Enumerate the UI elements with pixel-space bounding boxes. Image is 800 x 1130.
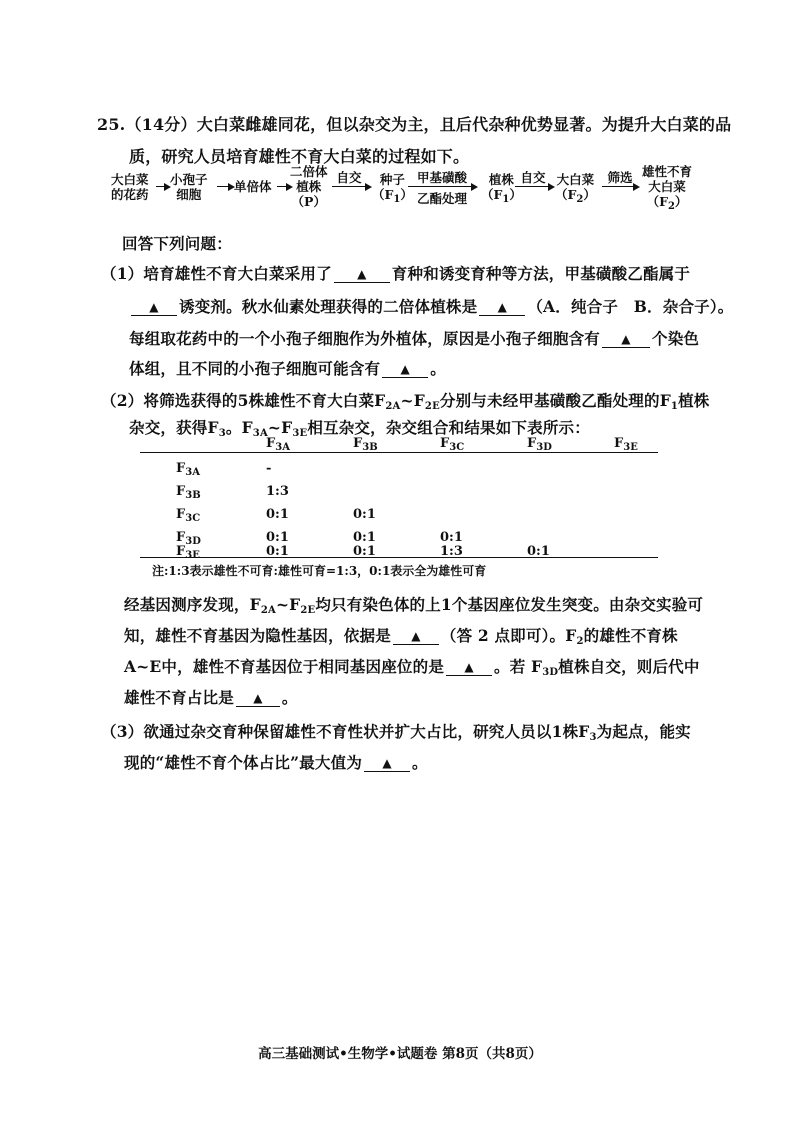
text-segment: 杂交，获得F — [129, 418, 219, 437]
flow-arrow-2 — [217, 186, 233, 187]
blank-triangle-mark: ▲ — [621, 332, 631, 346]
subscript: 2A — [385, 401, 401, 412]
text-segment: 体组，且不同的小孢子细胞可能含有 — [129, 359, 381, 378]
flow-node-sterile — [642, 164, 692, 214]
flow-node-diploid — [290, 164, 328, 209]
flow-node-sterile-line3 — [642, 194, 692, 214]
text-segment: （答 2 点即可）。F — [440, 626, 577, 645]
flow-node-cabbage-close: ） — [583, 187, 596, 202]
flow-node-anther-line1: 大白菜 — [111, 172, 149, 187]
subscript: 2 — [576, 636, 584, 647]
table-row-header: $F_{3D}$ — [176, 530, 201, 547]
blank-triangle-mark: ▲ — [464, 660, 474, 674]
subscript: 2A — [260, 605, 276, 616]
flow-node-microspore-line1: 小孢子 — [170, 172, 208, 187]
flow-node-seed-sub: 1 — [393, 194, 401, 205]
flow-node-cabbage-line2 — [555, 187, 596, 207]
text-segment: 育种和诱变育种等方法，甲基磺酸乙酯属于 — [391, 264, 691, 283]
text-segment: 。 — [430, 359, 446, 378]
text-segment: 诱变剂。秋水仙素处理获得的二倍体植株是 — [179, 297, 478, 316]
blank-triangle-mark: ▲ — [411, 629, 421, 643]
p3-line-1 — [101, 720, 691, 743]
flow-node-microspore — [170, 172, 208, 202]
flow-node-plant-close: ） — [509, 187, 522, 202]
flow-node-sterile-line1: 雄性不育 — [642, 164, 693, 179]
table-cell: 0:1 — [353, 507, 376, 522]
text-segment: A~E中，雄性不育基因位于相同基因座位的是 — [124, 657, 445, 676]
table-col-header: $F_{3A}$ — [266, 436, 290, 453]
flow-node-plant-sub: 1 — [502, 194, 510, 205]
flow-arrow-6 — [515, 186, 553, 187]
flow-node-plant-f: （F — [481, 187, 503, 202]
p1-line-1 — [101, 262, 690, 284]
p1-line-4 — [129, 357, 446, 379]
p1-line-2 — [129, 295, 734, 317]
table-cell: 1:3 — [440, 544, 463, 559]
flow-node-cabbage-sub: 2 — [576, 194, 584, 205]
text-segment: （3）欲通过杂交育种保留雄性不育性状并扩大占比，研究人员以1株F — [101, 722, 590, 741]
flow-node-plant-line1: 植株 — [488, 172, 514, 187]
blank-triangle-mark: ▲ — [253, 691, 263, 705]
question-points: （14分） — [125, 115, 197, 134]
answer-blank[interactable] — [334, 266, 390, 283]
p3-line-2 — [124, 751, 428, 773]
p2b-line-3 — [124, 655, 700, 678]
table-col-header: $F_{3D}$ — [527, 436, 552, 453]
flow-node-seed-line1: 种子 — [379, 172, 405, 187]
answer-blank[interactable] — [393, 628, 439, 645]
flow-node-sterile-close: ） — [674, 194, 688, 209]
table-row-header: $F_{3B}$ — [176, 484, 201, 501]
text-segment: ~F — [267, 418, 293, 437]
table-header-rule — [140, 452, 658, 453]
flow-node-plant-f1 — [481, 172, 522, 207]
subscript: 2E — [300, 605, 316, 616]
question-number: 25. — [97, 115, 126, 134]
table-cell: 0:1 — [266, 507, 289, 522]
label-subscript: 3A — [275, 442, 290, 453]
text-segment: ~F — [400, 391, 425, 410]
text-segment: 为起点，能实 — [596, 722, 691, 741]
flow-node-seed-close: ） — [400, 187, 413, 202]
blank-triangle-mark: ▲ — [382, 756, 392, 770]
page-footer: 高三基础测试•生物学•试题卷 第8页（共8页） — [258, 1046, 542, 1062]
question-intro-1: 大白菜雌雄同花，但以杂交为主，且后代杂种优势显著。为提升大白菜的品 — [196, 115, 732, 134]
text-segment: 。F — [225, 418, 253, 437]
flow-arrow-7 — [602, 186, 638, 187]
p2b-line-1 — [124, 593, 703, 616]
label-subscript: 3A — [185, 467, 200, 478]
table-row-header: $F_{3A}$ — [176, 461, 200, 478]
flow-arrow-3 — [277, 186, 291, 187]
flow-label-selfing-1: 自交 — [336, 170, 362, 185]
table-row-header: $F_{3C}$ — [176, 507, 201, 524]
subscript: 3 — [218, 428, 226, 439]
text-segment: 分别与未经甲基磺酸乙酯处理的F — [439, 391, 671, 410]
subscript: 1 — [670, 401, 679, 412]
table-cell: - — [266, 461, 272, 476]
table-cell: 1:3 — [266, 484, 289, 499]
flow-node-cabbage-f2 — [555, 172, 596, 207]
table-cell: 0:1 — [353, 530, 376, 545]
text-segment: 。 — [412, 753, 428, 772]
table-col-header: $F_{3B}$ — [353, 436, 378, 453]
flow-node-microspore-line2: 细胞 — [176, 187, 202, 202]
p2b-line-4 — [124, 686, 298, 708]
text-segment: 相互杂交，杂交组合和结果如下表所示： — [307, 418, 590, 437]
flow-node-sterile-f: （F — [646, 194, 668, 209]
table-cell: 0:1 — [266, 544, 289, 559]
flow-node-seed-f: （F — [372, 187, 394, 202]
flow-node-diploid-line1: 二倍体 — [290, 164, 328, 179]
breeding-flow-diagram — [0, 0, 800, 250]
subscript: 2E — [424, 401, 440, 412]
blank-triangle-mark: ▲ — [149, 300, 159, 314]
flow-arrow-4 — [332, 186, 370, 187]
text-segment: ~F — [275, 595, 301, 614]
p2b-line-2 — [124, 624, 678, 647]
p1-line-3 — [129, 327, 699, 349]
answer-blank[interactable] — [602, 331, 650, 348]
label-subscript: 3E — [185, 550, 200, 561]
text-segment: 个染色 — [652, 329, 700, 348]
flow-node-cabbage-line1: 大白菜 — [556, 172, 595, 187]
flow-node-anther-line2: 的花药 — [111, 187, 149, 202]
text-segment: 经基因测序发现，F — [124, 595, 261, 614]
text-segment: （A．纯合子 B．杂合子）。 — [527, 297, 734, 316]
blank-triangle-mark: ▲ — [357, 267, 367, 281]
text-segment: （1）培育雄性不育大白菜采用了 — [101, 264, 332, 283]
label-subscript: 3C — [185, 513, 201, 524]
text-segment: 。若 F — [494, 657, 543, 676]
answer-blank[interactable] — [364, 755, 410, 772]
answer-blank[interactable] — [131, 299, 177, 316]
text-segment: 的雄性不育株 — [583, 626, 678, 645]
text-segment: 植株自交，则后代中 — [558, 657, 700, 676]
flow-label-ems-1: 甲基磺酸 — [416, 170, 467, 185]
flow-node-seed-line2 — [372, 187, 413, 207]
flow-node-cabbage-f: （F — [555, 187, 577, 202]
text-segment: 知，雄性不育基因为隐性基因，依据是 — [124, 626, 391, 645]
table-cell: 0:1 — [527, 544, 550, 559]
table-note: 注:1:3表示雄性不可育:雄性可育=1:3，0:1表示全为雄性可育 — [152, 564, 487, 578]
flow-label-selfing-2: 自交 — [520, 170, 546, 185]
label-subscript: 3E — [623, 442, 638, 453]
text-segment: 雄性不育占比是 — [124, 688, 234, 707]
table-cell: 0:1 — [440, 530, 463, 545]
subscript: 3 — [589, 732, 597, 743]
flow-node-anther — [111, 172, 149, 202]
text-segment: 。 — [281, 688, 298, 707]
flow-arrow-1 — [156, 186, 169, 187]
text-segment: 植株 — [678, 391, 710, 410]
flow-node-sterile-line2: 大白菜 — [648, 179, 686, 194]
label-subscript: 3B — [185, 490, 201, 501]
table-col-header: $F_{3E}$ — [614, 436, 638, 453]
flow-node-sterile-sub: 2 — [667, 201, 675, 212]
label-subscript: 3B — [362, 442, 378, 453]
question-title-line-2: 质，研究人员培育雄性不育大白菜的过程如下。 — [129, 147, 470, 166]
blank-triangle-mark: ▲ — [497, 300, 508, 314]
label-subscript: 3D — [185, 536, 201, 547]
flow-node-diploid-line2: 植株 — [296, 179, 322, 194]
flow-node-haploid: 单倍体 — [234, 179, 272, 194]
flow-node-diploid-line3: （P） — [291, 194, 326, 209]
flow-label-ems-2: 乙酯处理 — [416, 191, 467, 206]
answer-blank[interactable] — [382, 361, 428, 378]
flow-node-plant-line2 — [481, 187, 522, 207]
table-cell: 0:1 — [266, 530, 289, 545]
text-segment: 现的“雄性不育个体占比”最大值为 — [124, 753, 363, 772]
label-subscript: 3D — [536, 442, 552, 453]
answer-prompt: 回答下列问题： — [122, 234, 232, 253]
table-cell: 0:1 — [353, 544, 376, 559]
answer-blank[interactable] — [446, 659, 492, 676]
flow-label-screen: 筛选 — [607, 170, 633, 185]
table-col-header: $F_{3C}$ — [440, 436, 465, 453]
text-segment: 均只有染色体的上1个基因座位发生突变。由杂交实验可 — [315, 595, 704, 614]
answer-blank[interactable] — [479, 299, 525, 316]
subscript: 3D — [542, 667, 559, 678]
blank-triangle-mark: ▲ — [400, 362, 410, 376]
answer-blank[interactable] — [236, 690, 280, 707]
subscript: 3A — [252, 428, 268, 439]
table-bottom-rule — [140, 557, 658, 558]
label-subscript: 3C — [449, 442, 465, 453]
table-row-header: $F_{3E}$ — [176, 544, 200, 561]
flow-arrow-5 — [408, 186, 476, 187]
text-segment: （2）将筛选获得的5株雄性不育大白菜F — [101, 391, 386, 410]
p2-line-1 — [101, 389, 710, 412]
text-segment: 每组取花药中的一个小孢子细胞作为外植体，原因是小孢子细胞含有 — [129, 329, 601, 348]
flow-node-seed — [372, 172, 413, 207]
subscript: 3E — [292, 428, 308, 439]
